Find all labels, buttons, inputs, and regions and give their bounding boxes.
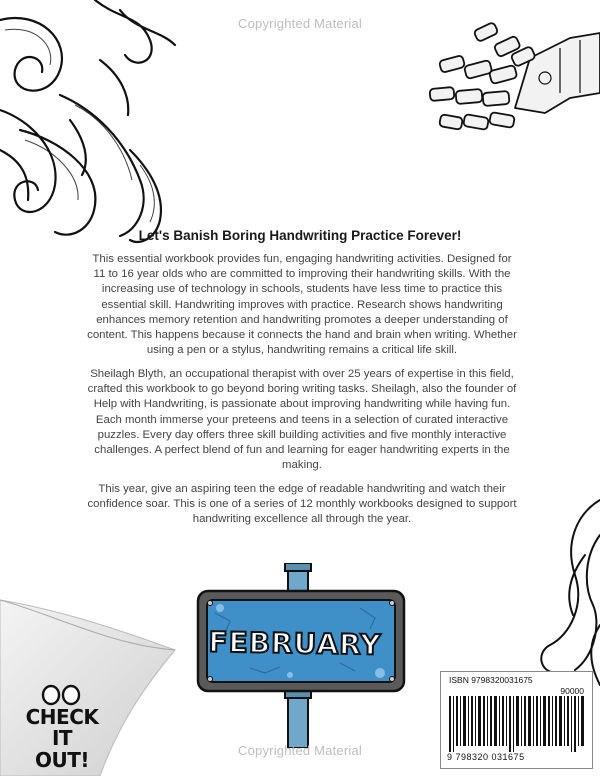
barcode-number: 9 798320 031675 xyxy=(447,752,525,762)
swirl-ornament-icon xyxy=(0,0,190,250)
paragraph-intro: This essential workbook provides fun, engaging handwriting activities. Designed for 11 to 16 year olds who are committed to improving their handwriting skills. With the increasing use of technology in schools, students have less time to practice this essential skill. Handwriting improves with practice. Research shows handwriting enhances memory retention and handwriting promotes a deeper understanding of content. This happens because it connects the hand and brain when writing. Whether using a pen or a stylus, handwriting remains a critical life skill. xyxy=(87,253,517,357)
sign-month-label: FEBRUARY xyxy=(208,625,382,662)
check-line-2: IT OUT! xyxy=(34,726,89,772)
watermark-bottom: Copyrighted Material xyxy=(238,743,362,758)
googly-eyes-icon xyxy=(40,684,84,706)
check-line-1: CHECK xyxy=(25,705,99,729)
price-code: 90000 xyxy=(560,686,584,696)
swirl-ornament-icon xyxy=(515,495,600,695)
isbn-label: ISBN 9798320031675 xyxy=(449,675,533,685)
headline: Let's Banish Boring Handwriting Practice Forever! xyxy=(138,228,462,243)
paragraph-author: Sheilagh Blyth, an occupational therapist with over 25 years of expertise in this field, crafted this workbook to go beyond boring writing tasks. Sheilagh, also the founder of Help with Handwriting, is passionate about improving handwriting while having fun. Each month immerse your preteens and teens in a selection of curated interactive puzzles. Every day offers three skill building activities and five monthly interactive challenges. A perfect blend of fun and learning for eager handwriting experts in the making. xyxy=(87,368,517,472)
robot-hand-icon xyxy=(420,18,600,148)
watermark-top: Copyrighted Material xyxy=(238,16,362,31)
paragraph-closing: This year, give an aspiring teen the edge of readable handwriting and watch their confidence soar. This is one of a series of 12 monthly workbooks designed to support handwriting excellence all through the year. xyxy=(87,483,517,526)
